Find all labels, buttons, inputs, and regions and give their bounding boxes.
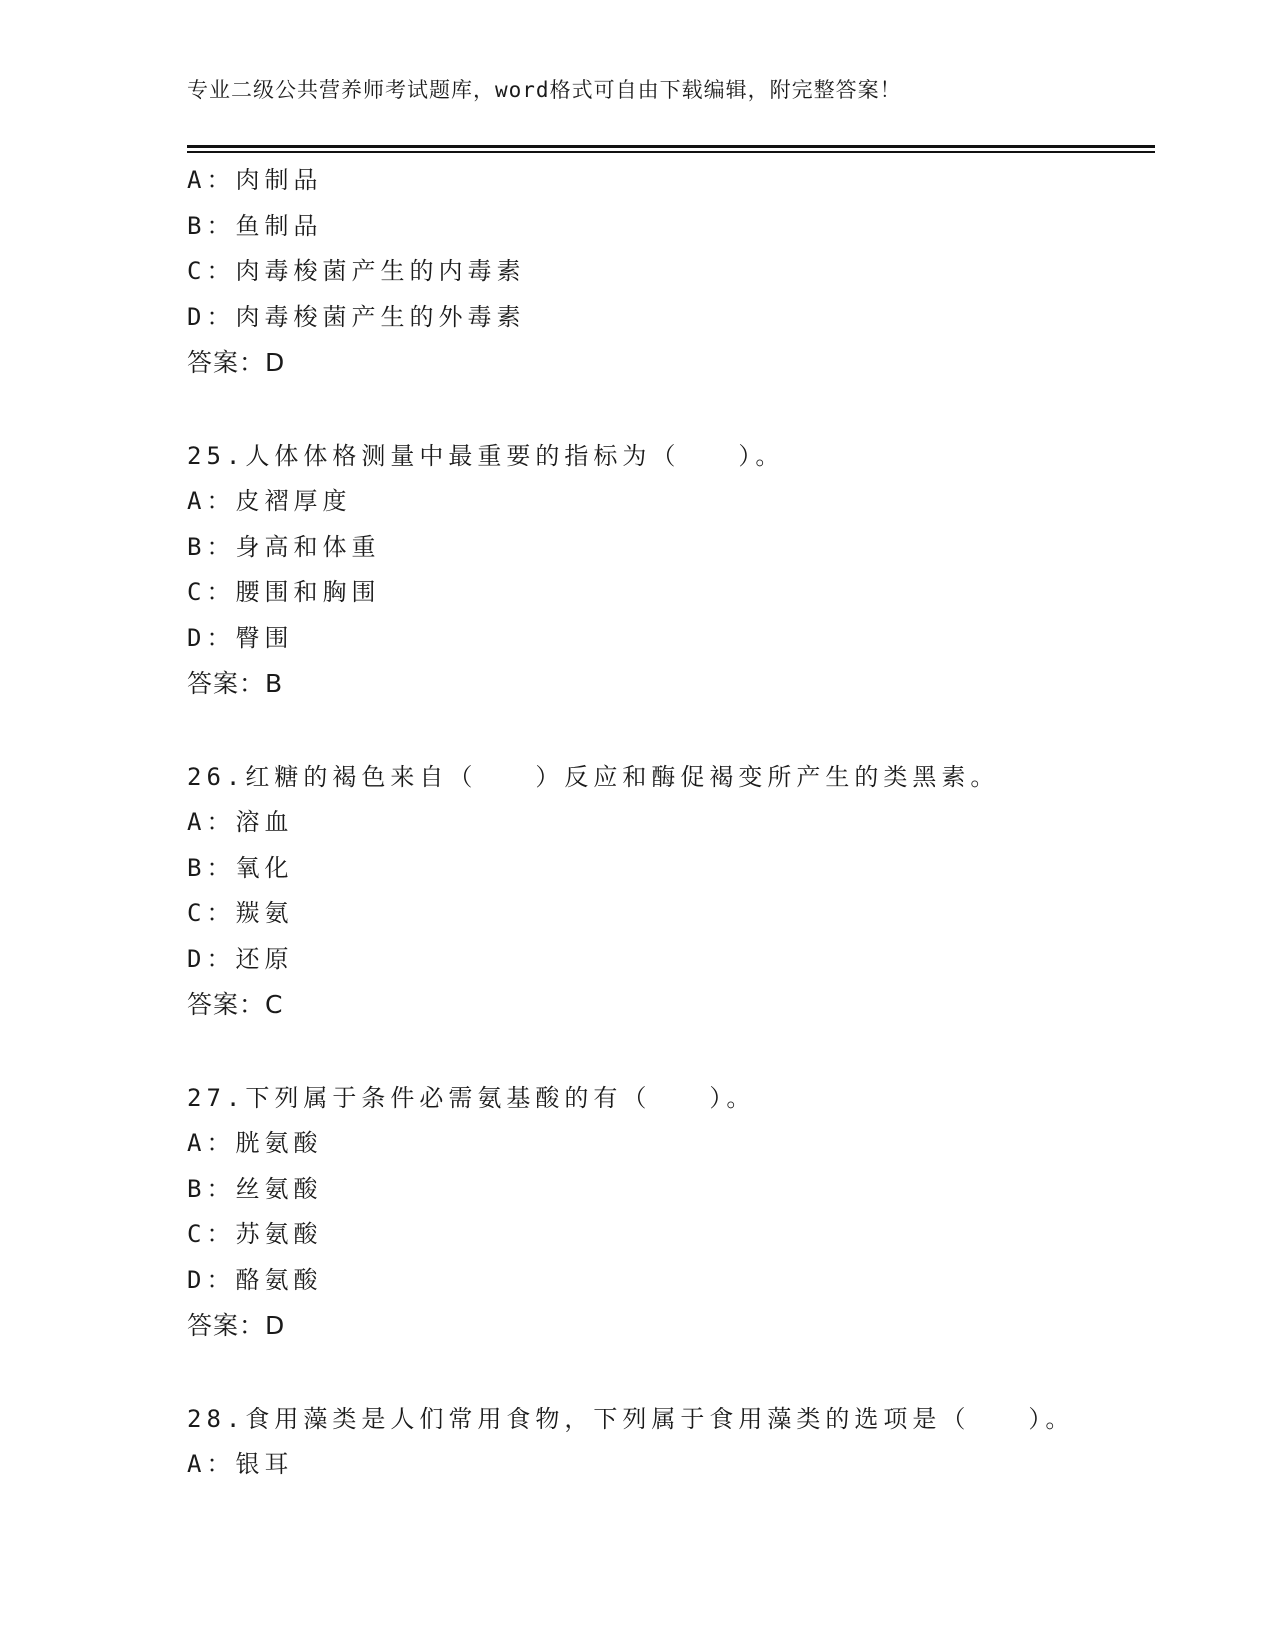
answer: 答案：B <box>187 669 284 698</box>
option-a: A：银耳 <box>187 1450 294 1478</box>
option-c: C：羰氨 <box>187 899 294 927</box>
answer: 答案：C <box>187 990 284 1019</box>
option-a: A：胱氨酸 <box>187 1129 323 1157</box>
option-d: D：酪氨酸 <box>187 1265 323 1294</box>
option-d: D：肉毒梭菌产生的外毒素 <box>187 302 526 331</box>
question-27 <box>187 1076 1155 1349</box>
option-d: D：还原 <box>187 944 294 973</box>
question-text: 27.下列属于条件必需氨基酸的有（ ）。 <box>187 1083 756 1112</box>
question-text: 26.红糖的褐色来自（ ）反应和酶促褐变所产生的类黑素。 <box>187 762 1000 791</box>
question-text: 28.食用藻类是人们常用食物，下列属于食用藻类的选项是（ ）。 <box>187 1404 1075 1433</box>
question-28 <box>187 1397 1155 1488</box>
option-b: B：氧化 <box>187 853 294 882</box>
option-b: B：鱼制品 <box>187 211 323 240</box>
option-a: A：皮褶厚度 <box>187 487 352 515</box>
header-rule-thin <box>187 151 1155 153</box>
option-b: B：丝氨酸 <box>187 1174 323 1203</box>
option-d: D：臀围 <box>187 623 294 652</box>
question-25 <box>187 434 1155 707</box>
option-b: B：身高和体重 <box>187 532 381 561</box>
option-c: C：腰围和胸围 <box>187 578 381 606</box>
page-header: 专业二级公共营养师考试题库，word格式可自由下载编辑，附完整答案！ <box>187 78 902 102</box>
question-26 <box>187 755 1155 1028</box>
option-c: C：苏氨酸 <box>187 1220 323 1248</box>
option-a: A：肉制品 <box>187 166 323 194</box>
question-24 <box>187 158 1155 386</box>
option-c: C：肉毒梭菌产生的内毒素 <box>187 257 526 285</box>
question-list <box>187 158 1155 1488</box>
header-rule-thick <box>187 145 1155 148</box>
answer: 答案：D <box>187 1311 286 1340</box>
option-a: A：溶血 <box>187 808 294 836</box>
question-text: 25.人体体格测量中最重要的指标为（ ）。 <box>187 441 785 470</box>
answer: 答案：D <box>187 348 286 377</box>
